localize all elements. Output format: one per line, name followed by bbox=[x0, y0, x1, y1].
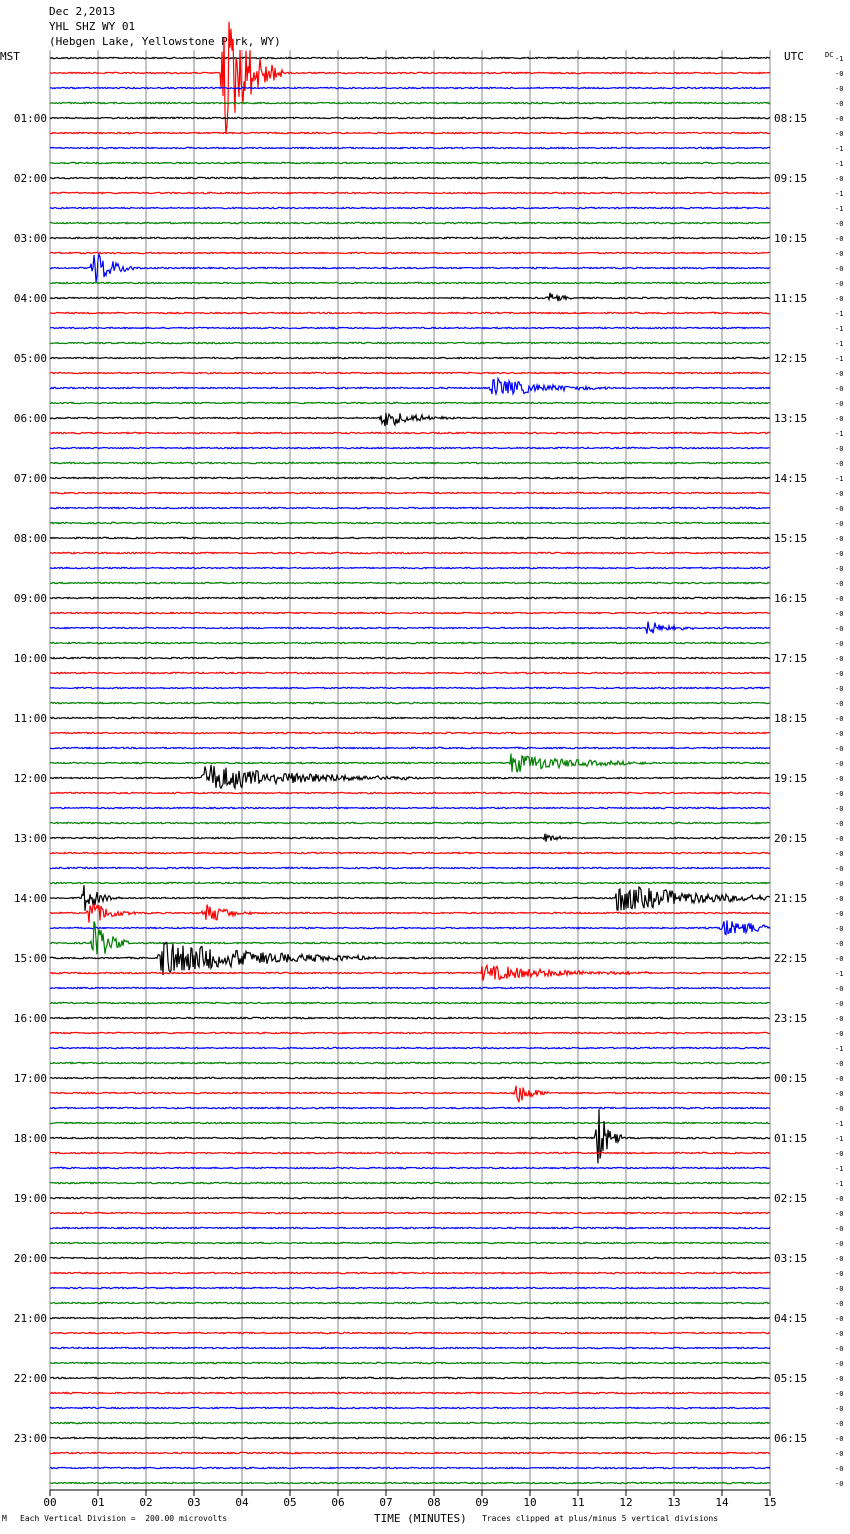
trace-row-94 bbox=[50, 1467, 770, 1468]
utc-label-0915: 09:15 bbox=[774, 172, 808, 185]
trace-row-2 bbox=[50, 87, 770, 88]
trace-row-5 bbox=[50, 132, 770, 133]
dc-offset-30: -0 bbox=[835, 505, 844, 513]
trace-row-27 bbox=[50, 462, 770, 463]
utc-label-0415: 04:15 bbox=[774, 1312, 808, 1325]
dc-offset-18: -1 bbox=[835, 325, 844, 333]
mst-axis-title: MST bbox=[0, 50, 20, 63]
utc-axis-title: UTC bbox=[784, 50, 804, 63]
trace-row-37 bbox=[50, 612, 770, 613]
x-tick-label-08: 08 bbox=[427, 1496, 441, 1509]
dc-offset-24: -0 bbox=[835, 415, 844, 423]
trace-row-24 bbox=[50, 413, 770, 426]
mst-label-1400: 14:00 bbox=[13, 892, 47, 905]
mst-label-1100: 11:00 bbox=[13, 712, 47, 725]
trace-row-8 bbox=[50, 177, 770, 178]
trace-row-12 bbox=[50, 237, 770, 238]
dc-offset-43: -0 bbox=[835, 700, 844, 708]
dc-offset-54: -0 bbox=[835, 865, 844, 873]
dc-offset-15: -0 bbox=[835, 280, 844, 288]
x-tick-label-12: 12 bbox=[619, 1496, 633, 1509]
trace-row-46 bbox=[50, 747, 770, 748]
utc-label-1115: 11:15 bbox=[774, 292, 808, 305]
mst-label-0600: 06:00 bbox=[13, 412, 47, 425]
mst-label-1300: 13:00 bbox=[13, 832, 47, 845]
trace-row-38 bbox=[50, 622, 770, 634]
utc-label-0515: 05:15 bbox=[774, 1372, 808, 1385]
mst-label-0400: 04:00 bbox=[13, 292, 47, 305]
dc-offset-46: -0 bbox=[835, 745, 844, 753]
dc-offset-45: -0 bbox=[835, 730, 844, 738]
dc-offset-47: -0 bbox=[835, 760, 844, 768]
dc-offset-80: -0 bbox=[835, 1255, 844, 1263]
utc-label-2015: 20:15 bbox=[774, 832, 808, 845]
dc-offset-39: -0 bbox=[835, 640, 844, 648]
trace-row-29 bbox=[50, 492, 770, 493]
utc-label-2215: 22:15 bbox=[774, 952, 808, 965]
dc-offset-72: -1 bbox=[835, 1135, 844, 1143]
utc-label-1415: 14:15 bbox=[774, 472, 808, 485]
trace-row-95 bbox=[50, 1482, 770, 1483]
trace-row-84 bbox=[50, 1317, 770, 1318]
dc-offset-26: -0 bbox=[835, 445, 844, 453]
dc-offset-6: -1 bbox=[835, 145, 844, 153]
trace-row-42 bbox=[50, 687, 770, 688]
mst-label-0900: 09:00 bbox=[13, 592, 47, 605]
trace-row-61 bbox=[50, 966, 770, 981]
trace-row-44 bbox=[50, 717, 770, 718]
dc-offset-25: -1 bbox=[835, 430, 844, 438]
trace-row-39 bbox=[50, 642, 770, 643]
dc-offset-28: -1 bbox=[835, 475, 844, 483]
trace-row-14 bbox=[50, 255, 770, 282]
mst-label-2100: 21:00 bbox=[13, 1312, 47, 1325]
trace-row-49 bbox=[50, 792, 770, 793]
trace-row-85 bbox=[50, 1332, 770, 1333]
dc-offset-84: -0 bbox=[835, 1315, 844, 1323]
dc-offset-11: -0 bbox=[835, 220, 844, 228]
trace-row-17 bbox=[50, 312, 770, 313]
x-tick-label-06: 06 bbox=[331, 1496, 345, 1509]
dc-offset-75: -1 bbox=[835, 1180, 844, 1188]
utc-label-1715: 17:15 bbox=[774, 652, 808, 665]
trace-row-82 bbox=[50, 1287, 770, 1288]
mst-label-1500: 15:00 bbox=[13, 952, 47, 965]
trace-row-81 bbox=[50, 1272, 770, 1273]
dc-offset-68: -0 bbox=[835, 1075, 844, 1083]
trace-row-57 bbox=[50, 904, 770, 922]
utc-label-1615: 16:15 bbox=[774, 592, 808, 605]
trace-row-67 bbox=[50, 1062, 770, 1063]
utc-label-0315: 03:15 bbox=[774, 1252, 808, 1265]
x-axis-label: TIME (MINUTES) bbox=[374, 1512, 467, 1525]
mst-label-2300: 23:00 bbox=[13, 1432, 47, 1445]
dc-offset-83: -0 bbox=[835, 1300, 844, 1308]
x-tick-label-09: 09 bbox=[475, 1496, 489, 1509]
x-tick-label-02: 02 bbox=[139, 1496, 153, 1509]
trace-row-91 bbox=[50, 1422, 770, 1423]
mst-label-1000: 10:00 bbox=[13, 652, 47, 665]
dc-offset-5: -0 bbox=[835, 130, 844, 138]
utc-label-0215: 02:15 bbox=[774, 1192, 808, 1205]
dc-offset-55: -0 bbox=[835, 880, 844, 888]
dc-offset-3: -0 bbox=[835, 100, 844, 108]
dc-offset-32: -0 bbox=[835, 535, 844, 543]
trace-row-76 bbox=[50, 1197, 770, 1198]
dc-offset-86: -0 bbox=[835, 1345, 844, 1353]
x-tick-label-03: 03 bbox=[187, 1496, 201, 1509]
mst-label-2000: 20:00 bbox=[13, 1252, 47, 1265]
trace-row-78 bbox=[50, 1227, 770, 1228]
dc-offset-13: -0 bbox=[835, 250, 844, 258]
dc-offset-38: -0 bbox=[835, 625, 844, 633]
trace-row-6 bbox=[50, 147, 770, 148]
mst-label-0700: 07:00 bbox=[13, 472, 47, 485]
utc-label-0015: 00:15 bbox=[774, 1072, 808, 1085]
trace-row-0 bbox=[50, 57, 770, 58]
trace-row-68 bbox=[50, 1077, 770, 1078]
trace-row-92 bbox=[50, 1437, 770, 1438]
dc-offset-85: -0 bbox=[835, 1330, 844, 1338]
dc-offset-64: -0 bbox=[835, 1015, 844, 1023]
dc-offset-94: -0 bbox=[835, 1465, 844, 1473]
x-tick-label-11: 11 bbox=[571, 1496, 585, 1509]
trace-row-51 bbox=[50, 822, 770, 823]
trace-row-80 bbox=[50, 1257, 770, 1258]
dc-offset-59: -0 bbox=[835, 940, 844, 948]
trace-row-75 bbox=[50, 1182, 770, 1183]
trace-row-36 bbox=[50, 597, 770, 598]
trace-row-77 bbox=[50, 1212, 770, 1213]
trace-row-15 bbox=[50, 282, 770, 283]
x-tick-label-15: 15 bbox=[763, 1496, 777, 1509]
utc-label-0815: 08:15 bbox=[774, 112, 808, 125]
dc-offset-33: -0 bbox=[835, 550, 844, 558]
trace-row-19 bbox=[50, 342, 770, 343]
dc-offset-7: -1 bbox=[835, 160, 844, 168]
mst-label-0100: 01:00 bbox=[13, 112, 47, 125]
utc-label-1815: 18:15 bbox=[774, 712, 808, 725]
trace-row-83 bbox=[50, 1302, 770, 1303]
mst-label-1900: 19:00 bbox=[13, 1192, 47, 1205]
trace-row-20 bbox=[50, 357, 770, 358]
trace-row-32 bbox=[50, 537, 770, 538]
x-tick-label-00: 00 bbox=[43, 1496, 57, 1509]
seismic-traces bbox=[50, 22, 770, 1484]
dc-offset-42: -0 bbox=[835, 685, 844, 693]
dc-offset-49: -0 bbox=[835, 790, 844, 798]
x-tick-label-01: 01 bbox=[91, 1496, 105, 1509]
dc-offset-labels bbox=[835, 55, 843, 1488]
dc-offset-1: -0 bbox=[835, 70, 844, 78]
dc-offset-81: -0 bbox=[835, 1270, 844, 1278]
dc-offset-36: -0 bbox=[835, 595, 844, 603]
utc-label-2115: 21:15 bbox=[774, 892, 808, 905]
dc-offset-61: -1 bbox=[835, 970, 844, 978]
dc-offset-22: -0 bbox=[835, 385, 844, 393]
trace-row-21 bbox=[50, 372, 770, 373]
dc-offset-73: -0 bbox=[835, 1150, 844, 1158]
dc-offset-31: -0 bbox=[835, 520, 844, 528]
utc-label-0115: 01:15 bbox=[774, 1132, 808, 1145]
dc-offset-95: -0 bbox=[835, 1480, 844, 1488]
dc-offset-4: -0 bbox=[835, 115, 844, 123]
trace-row-87 bbox=[50, 1362, 770, 1363]
dc-offset-91: -0 bbox=[835, 1420, 844, 1428]
dc-offset-78: -0 bbox=[835, 1225, 844, 1233]
plot-date: Dec 2,2013 bbox=[49, 5, 116, 18]
dc-offset-50: -0 bbox=[835, 805, 844, 813]
dc-offset-77: -0 bbox=[835, 1210, 844, 1218]
x-tick-label-13: 13 bbox=[667, 1496, 681, 1509]
mst-label-2200: 22:00 bbox=[13, 1372, 47, 1385]
trace-row-62 bbox=[50, 987, 770, 988]
trace-row-26 bbox=[50, 447, 770, 448]
utc-label-1015: 10:15 bbox=[774, 232, 808, 245]
dc-offset-51: -0 bbox=[835, 820, 844, 828]
mst-label-0500: 05:00 bbox=[13, 352, 47, 365]
utc-label-1315: 13:15 bbox=[774, 412, 808, 425]
trace-row-66 bbox=[50, 1047, 770, 1048]
dc-offset-89: -0 bbox=[835, 1390, 844, 1398]
dc-offset-63: -0 bbox=[835, 1000, 844, 1008]
dc-offset-67: -0 bbox=[835, 1060, 844, 1068]
dc-offset-19: -1 bbox=[835, 340, 844, 348]
trace-row-9 bbox=[50, 192, 770, 193]
trace-row-54 bbox=[50, 867, 770, 868]
utc-label-1215: 12:15 bbox=[774, 352, 808, 365]
trace-row-90 bbox=[50, 1407, 770, 1408]
trace-row-70 bbox=[50, 1107, 770, 1108]
dc-offset-27: -0 bbox=[835, 460, 844, 468]
trace-row-10 bbox=[50, 207, 770, 208]
dc-offset-74: -1 bbox=[835, 1165, 844, 1173]
dc-offset-65: -0 bbox=[835, 1030, 844, 1038]
trace-row-18 bbox=[50, 327, 770, 328]
trace-row-53 bbox=[50, 852, 770, 853]
dc-offset-53: -0 bbox=[835, 850, 844, 858]
utc-label-0615: 06:15 bbox=[774, 1432, 808, 1445]
dc-offset-56: -0 bbox=[835, 895, 844, 903]
dc-offset-10: -1 bbox=[835, 205, 844, 213]
utc-label-1515: 15:15 bbox=[774, 532, 808, 545]
trace-row-72 bbox=[50, 1109, 770, 1163]
trace-row-63 bbox=[50, 1002, 770, 1003]
trace-row-33 bbox=[50, 552, 770, 553]
trace-row-55 bbox=[50, 882, 770, 883]
dc-offset-20: -1 bbox=[835, 355, 844, 363]
trace-row-48 bbox=[50, 765, 770, 788]
x-axis bbox=[43, 1490, 776, 1509]
trace-row-64 bbox=[50, 1017, 770, 1018]
dc-label: DC bbox=[825, 51, 834, 59]
trace-row-41 bbox=[50, 672, 770, 673]
dc-offset-57: -0 bbox=[835, 910, 844, 918]
mst-label-0800: 08:00 bbox=[13, 532, 47, 545]
trace-row-13 bbox=[50, 252, 770, 253]
dc-offset-60: -0 bbox=[835, 955, 844, 963]
dc-offset-82: -0 bbox=[835, 1285, 844, 1293]
trace-row-65 bbox=[50, 1032, 770, 1033]
station-location: (Hebgen Lake, Yellowstone Park, WY) bbox=[49, 35, 281, 48]
dc-offset-21: -0 bbox=[835, 370, 844, 378]
trace-row-31 bbox=[50, 522, 770, 523]
trace-row-43 bbox=[50, 702, 770, 703]
scale-note: Each Vertical Division = 200.00 microvolts bbox=[20, 1514, 228, 1523]
dc-offset-9: -1 bbox=[835, 190, 844, 198]
trace-row-79 bbox=[50, 1242, 770, 1243]
mst-label-0300: 03:00 bbox=[13, 232, 47, 245]
dc-offset-35: -0 bbox=[835, 580, 844, 588]
dc-offset-70: -0 bbox=[835, 1105, 844, 1113]
trace-row-34 bbox=[50, 567, 770, 568]
dc-offset-14: -0 bbox=[835, 265, 844, 273]
trace-row-11 bbox=[50, 222, 770, 223]
trace-row-30 bbox=[50, 507, 770, 508]
dc-offset-66: -1 bbox=[835, 1045, 844, 1053]
trace-row-7 bbox=[50, 162, 770, 163]
trace-row-45 bbox=[50, 732, 770, 733]
dc-offset-52: -0 bbox=[835, 835, 844, 843]
trace-row-89 bbox=[50, 1392, 770, 1393]
dc-offset-23: -0 bbox=[835, 400, 844, 408]
trace-row-25 bbox=[50, 432, 770, 433]
trace-row-86 bbox=[50, 1347, 770, 1348]
trace-row-69 bbox=[50, 1086, 770, 1102]
trace-row-4 bbox=[50, 117, 770, 118]
trace-row-16 bbox=[50, 293, 770, 301]
trace-row-56 bbox=[50, 885, 770, 911]
dc-offset-34: -0 bbox=[835, 565, 844, 573]
trace-row-40 bbox=[50, 657, 770, 658]
dc-offset-62: -0 bbox=[835, 985, 844, 993]
dc-offset-87: -0 bbox=[835, 1360, 844, 1368]
mst-label-1600: 16:00 bbox=[13, 1012, 47, 1025]
trace-row-1 bbox=[50, 22, 770, 134]
dc-offset-44: -0 bbox=[835, 715, 844, 723]
trace-row-50 bbox=[50, 807, 770, 808]
clip-note: Traces clipped at plus/minus 5 vertical divisions bbox=[482, 1514, 719, 1523]
dc-offset-48: -0 bbox=[835, 775, 844, 783]
dc-offset-29: -0 bbox=[835, 490, 844, 498]
x-tick-label-14: 14 bbox=[715, 1496, 729, 1509]
dc-offset-76: -0 bbox=[835, 1195, 844, 1203]
x-tick-label-05: 05 bbox=[283, 1496, 297, 1509]
dc-offset-41: -0 bbox=[835, 670, 844, 678]
dc-offset-71: -1 bbox=[835, 1120, 844, 1128]
trace-row-23 bbox=[50, 402, 770, 403]
utc-label-1915: 19:15 bbox=[774, 772, 808, 785]
dc-offset-69: -0 bbox=[835, 1090, 844, 1098]
trace-row-28 bbox=[50, 477, 770, 478]
dc-offset-40: -0 bbox=[835, 655, 844, 663]
trace-row-60 bbox=[50, 943, 770, 975]
trace-row-58 bbox=[50, 920, 770, 934]
trace-row-71 bbox=[50, 1122, 770, 1123]
dc-offset-0: -1 bbox=[835, 55, 844, 63]
dc-offset-79: -0 bbox=[835, 1240, 844, 1248]
dc-offset-2: -0 bbox=[835, 85, 844, 93]
trace-row-74 bbox=[50, 1167, 770, 1168]
dc-offset-90: -0 bbox=[835, 1405, 844, 1413]
dc-offset-92: -0 bbox=[835, 1435, 844, 1443]
mst-label-0200: 02:00 bbox=[13, 172, 47, 185]
trace-row-88 bbox=[50, 1377, 770, 1378]
x-tick-label-04: 04 bbox=[235, 1496, 249, 1509]
dc-offset-16: -0 bbox=[835, 295, 844, 303]
mst-label-1200: 12:00 bbox=[13, 772, 47, 785]
trace-row-93 bbox=[50, 1452, 770, 1453]
utc-label-2315: 23:15 bbox=[774, 1012, 808, 1025]
dc-offset-12: -0 bbox=[835, 235, 844, 243]
trace-row-59 bbox=[50, 922, 770, 955]
x-tick-label-07: 07 bbox=[379, 1496, 393, 1509]
dc-offset-37: -0 bbox=[835, 610, 844, 618]
trace-row-3 bbox=[50, 102, 770, 103]
dc-offset-88: -0 bbox=[835, 1375, 844, 1383]
dc-offset-8: -0 bbox=[835, 175, 844, 183]
trace-row-35 bbox=[50, 582, 770, 583]
scale-marker: M bbox=[2, 1514, 7, 1523]
dc-offset-17: -1 bbox=[835, 310, 844, 318]
dc-offset-93: -0 bbox=[835, 1450, 844, 1458]
mst-label-1700: 17:00 bbox=[13, 1072, 47, 1085]
mst-label-1800: 18:00 bbox=[13, 1132, 47, 1145]
trace-row-47 bbox=[50, 754, 770, 773]
dc-offset-58: -0 bbox=[835, 925, 844, 933]
x-tick-label-10: 10 bbox=[523, 1496, 537, 1509]
trace-row-52 bbox=[50, 834, 770, 842]
station-code: YHL SHZ WY 01 bbox=[49, 20, 136, 33]
trace-row-22 bbox=[50, 379, 770, 395]
trace-row-73 bbox=[50, 1152, 770, 1153]
